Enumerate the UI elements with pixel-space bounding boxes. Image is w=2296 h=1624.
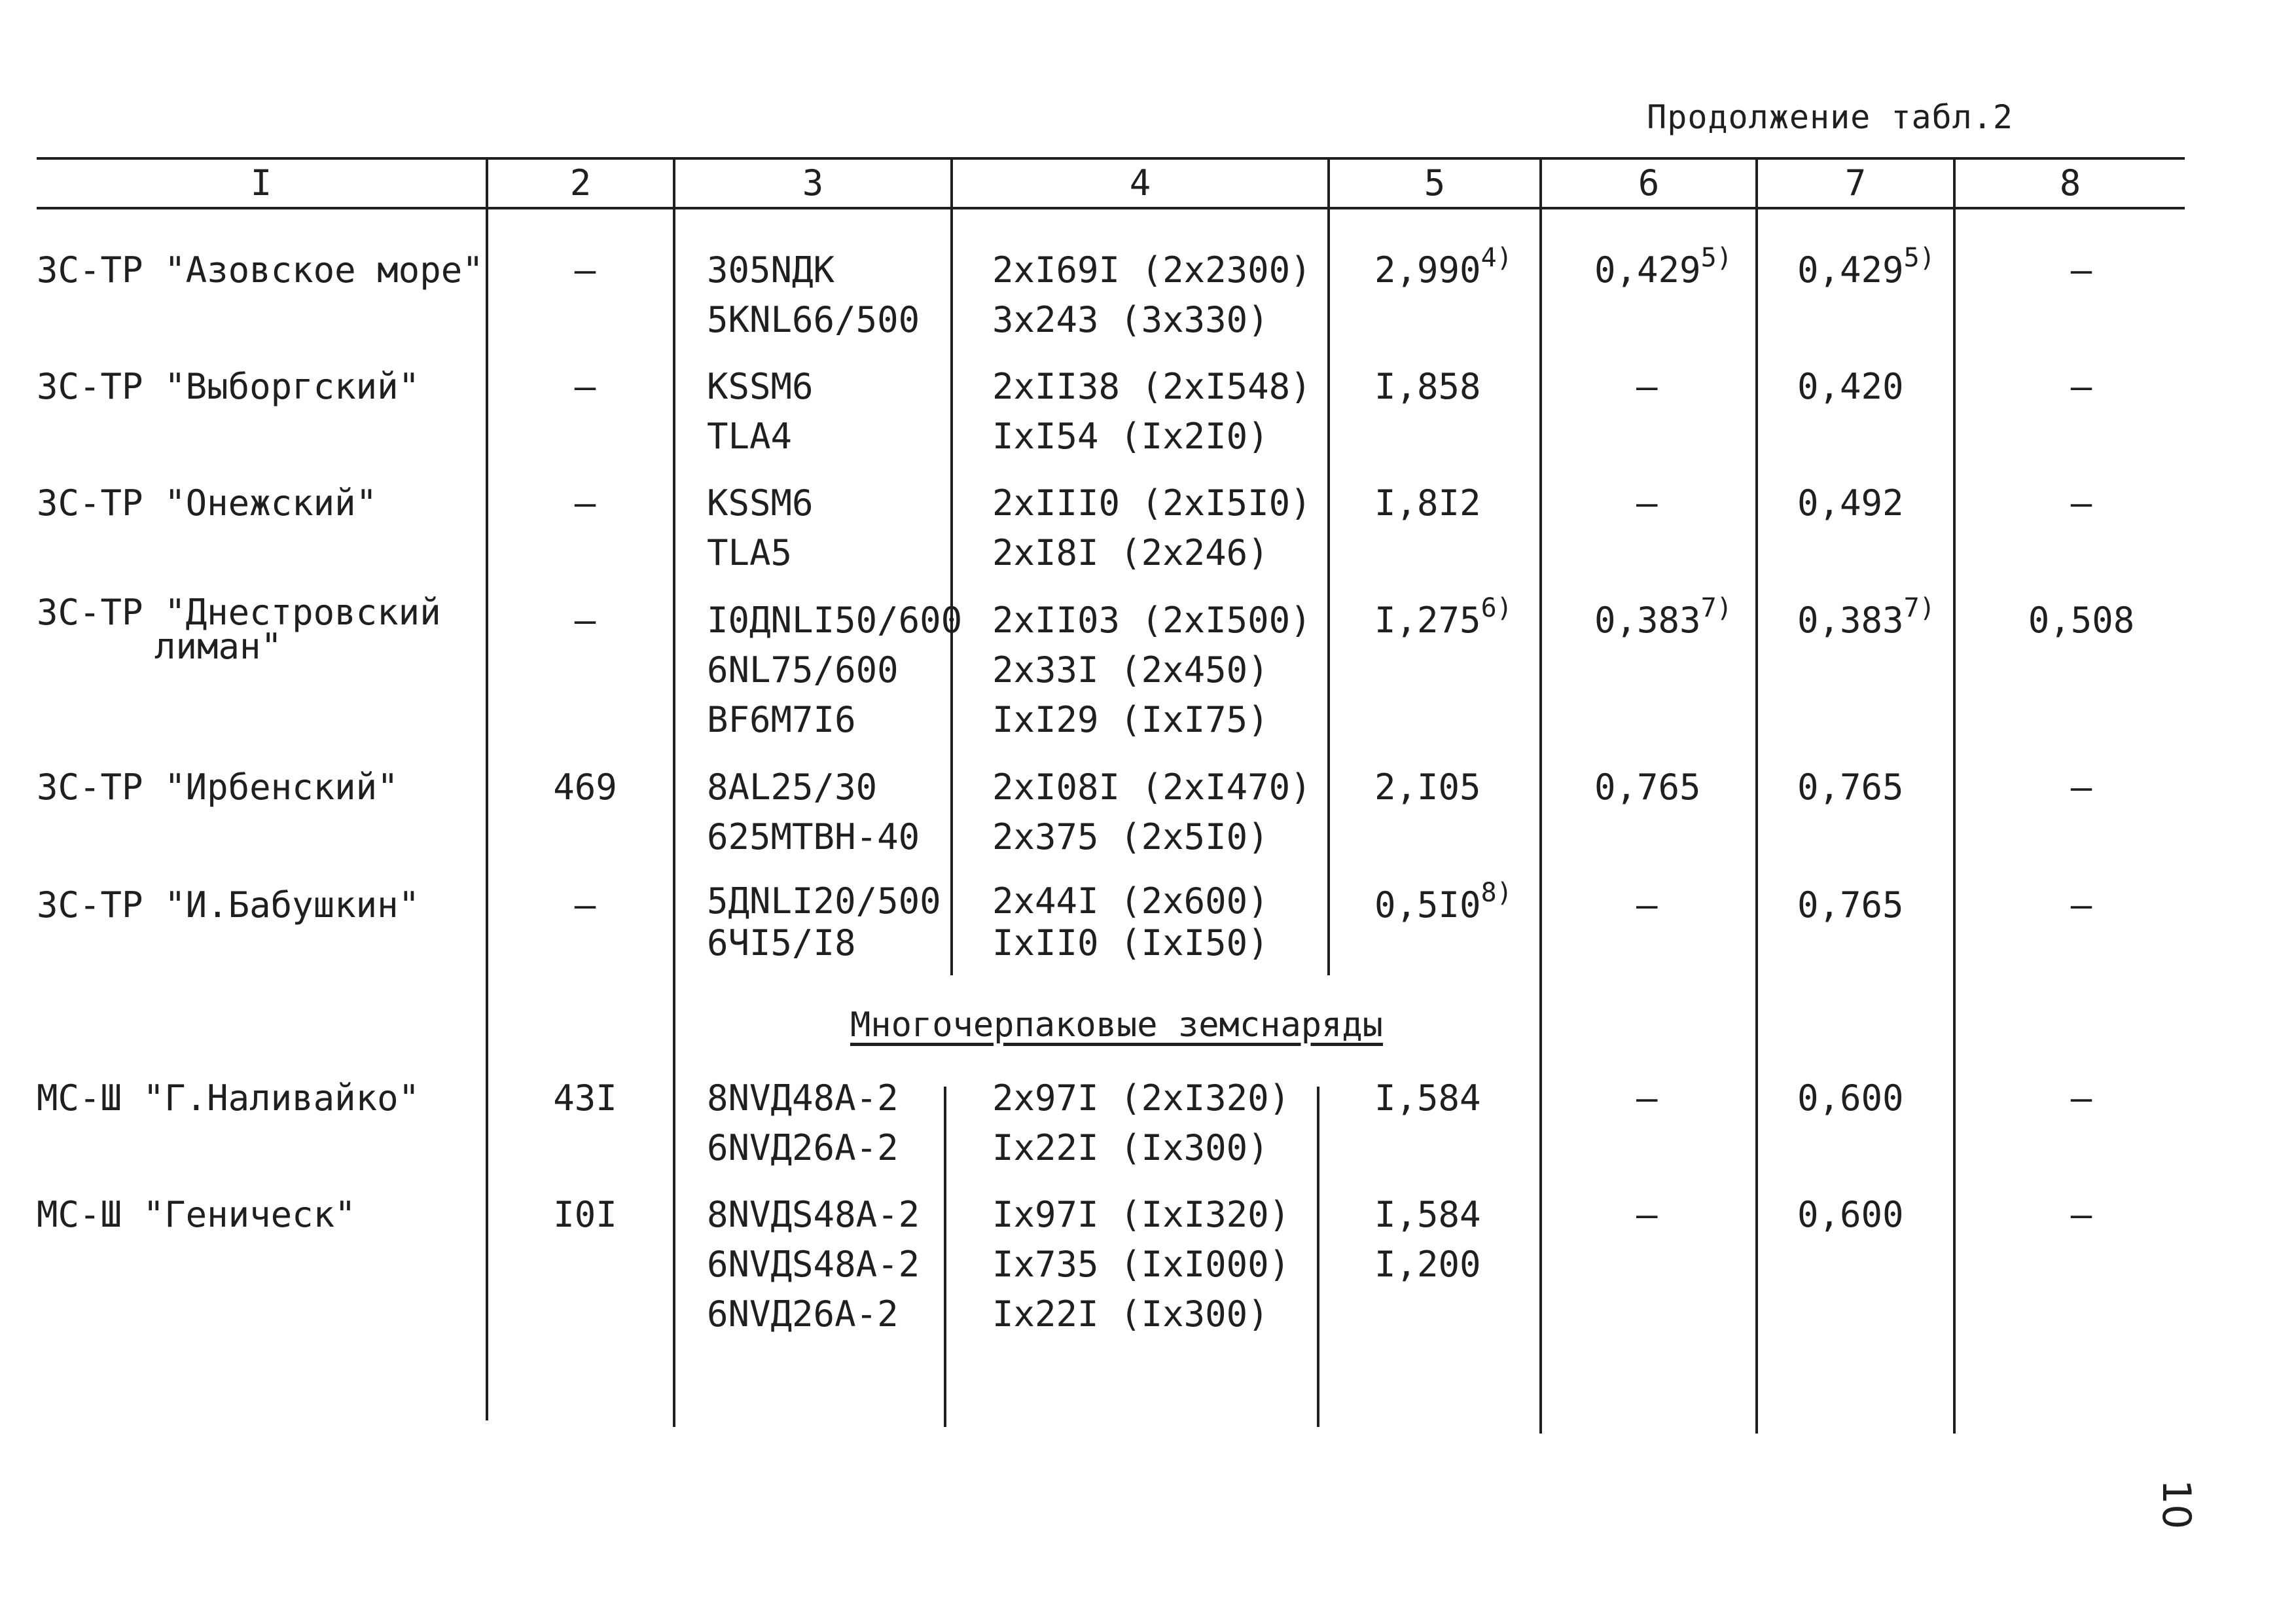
vessel-name-cell: МС-Ш "Г.Наливайко" — [37, 1077, 420, 1119]
col7-cell: 0,765 — [1797, 767, 1904, 808]
col7-cell: 0,600 — [1797, 1194, 1904, 1235]
engine-type-cell: 5ДNLI20/500 6ЧI5/I8 — [707, 880, 941, 964]
col8-cell: – — [2070, 767, 2092, 808]
col2-cell: I0I — [553, 1194, 617, 1235]
col5-cell: 0,5I0$^{8)}$ — [1374, 878, 1513, 926]
page-number: 10 — [2153, 1479, 2199, 1530]
header-col-1: I — [250, 162, 272, 204]
vessel-name-cell: 3С-ТР "Азовское море" — [37, 249, 484, 291]
col2-cell: 469 — [553, 767, 617, 808]
power-cell: Ix97I (IxI320) Ix735 (IxI000) Ix22I (Ix300) — [992, 1194, 1291, 1335]
engine-type-cell: 305NДК 5KNL66/500 — [707, 249, 920, 340]
engine-type-cell: 8NVД48A-2 6NVД26A-2 — [707, 1077, 899, 1168]
col6-cell: 0,765 — [1594, 767, 1701, 808]
col6-cell: – — [1636, 1194, 1658, 1235]
power-cell: 2x97I (2xI320) Ix22I (Ix300) — [992, 1077, 1291, 1168]
col6-cell: – — [1636, 366, 1658, 407]
header-col-2: 2 — [569, 162, 592, 204]
vessel-name-cell: МС-Ш "Геническ" — [37, 1194, 356, 1235]
col8-cell: – — [2070, 1194, 2092, 1235]
engine-type-cell: 8AL25/30 625МТВН-40 — [707, 767, 920, 857]
col6-cell: – — [1636, 1077, 1658, 1119]
col7-cell: 0,492 — [1797, 482, 1904, 524]
vessel-name-cell: 3С-ТР "И.Бабушкин" — [37, 884, 420, 926]
header-col-7: 7 — [1844, 162, 1867, 204]
engine-type-cell: KSSM6 TLA4 — [707, 366, 814, 457]
col7-cell: 0,383$^{7)}$ — [1797, 593, 1935, 641]
header-col-5: 5 — [1424, 162, 1446, 204]
col8-cell: – — [2070, 366, 2092, 407]
col2-cell: – — [574, 366, 596, 407]
power-cell: 2xIII0 (2xI5I0) 2xI8I (2x246) — [992, 482, 1312, 573]
power-cell: 2xII03 (2xI500) 2x33I (2x450) IxI29 (IxI75) — [992, 600, 1312, 740]
vessel-name-cell: 3С-ТР "Днестровский лиман" — [37, 592, 441, 667]
col7-cell: 0,765 — [1797, 884, 1904, 926]
col5-cell: I,858 — [1374, 366, 1481, 407]
col2-cell: – — [574, 482, 596, 524]
header-col-4: 4 — [1129, 162, 1151, 204]
col2-cell: – — [574, 249, 596, 291]
col5-cell: 2,990$^{4)}$ — [1374, 243, 1513, 291]
col7-cell: 0,429$^{5)}$ — [1797, 243, 1935, 291]
vessel-name-cell: 3С-ТР "Ирбенский" — [37, 767, 399, 808]
col8-cell: – — [2070, 884, 2092, 926]
col6-cell: – — [1636, 884, 1658, 926]
col2-cell: – — [574, 600, 596, 641]
header-col-3: 3 — [802, 162, 824, 204]
power-cell: 2xII38 (2xI548) IxI54 (Ix2I0) — [992, 366, 1312, 457]
table-continuation-caption: Продолжение табл.2 — [1647, 98, 2013, 136]
header-col-8: 8 — [2059, 162, 2081, 204]
header-col-6: 6 — [1638, 162, 1660, 204]
col5-cell: I,584 — [1374, 1077, 1481, 1119]
col2-cell: – — [574, 884, 596, 926]
power-cell: 2xI08I (2xI470) 2x375 (2x5I0) — [992, 767, 1312, 857]
col6-cell: – — [1636, 482, 1658, 524]
engine-type-cell: I0ДNLI50/600 6NL75/600 BF6M7I6 — [707, 600, 963, 740]
col8-cell: 0,508 — [2028, 600, 2135, 641]
col6-cell: 0,429$^{5)}$ — [1594, 243, 1732, 291]
power-cell: 2x44I (2x600) IxII0 (IxI50) — [992, 880, 1269, 964]
col7-cell: 0,420 — [1797, 366, 1904, 407]
col7-cell: 0,600 — [1797, 1077, 1904, 1119]
engine-type-cell: 8NVДS48A-2 6NVДS48A-2 6NVД26A-2 — [707, 1194, 920, 1335]
column-divider-2 — [673, 157, 675, 1427]
power-cell: 2xI69I (2x2300) 3x243 (3x330) — [992, 249, 1312, 340]
col5-cell: I,275$^{6)}$ — [1374, 593, 1513, 641]
section-title: Многочерпаковые земснаряды — [850, 1005, 1383, 1045]
col6-cell: 0,383$^{7)}$ — [1594, 593, 1732, 641]
engine-type-cell: KSSM6 TLA5 — [707, 482, 814, 573]
col5-cell: 2,I05 — [1374, 767, 1481, 808]
col8-cell: – — [2070, 1077, 2092, 1119]
vessel-name-cell: 3С-ТР "Выборгский" — [37, 366, 420, 407]
col8-cell: – — [2070, 482, 2092, 524]
col8-cell: – — [2070, 249, 2092, 291]
col5-cell: I,8I2 — [1374, 482, 1481, 524]
col5-cell: I,584 I,200 — [1374, 1194, 1481, 1285]
vessel-name-cell: 3С-ТР "Онежский" — [37, 482, 378, 524]
column-divider-1 — [486, 157, 488, 1420]
col2-cell: 43I — [553, 1077, 617, 1119]
